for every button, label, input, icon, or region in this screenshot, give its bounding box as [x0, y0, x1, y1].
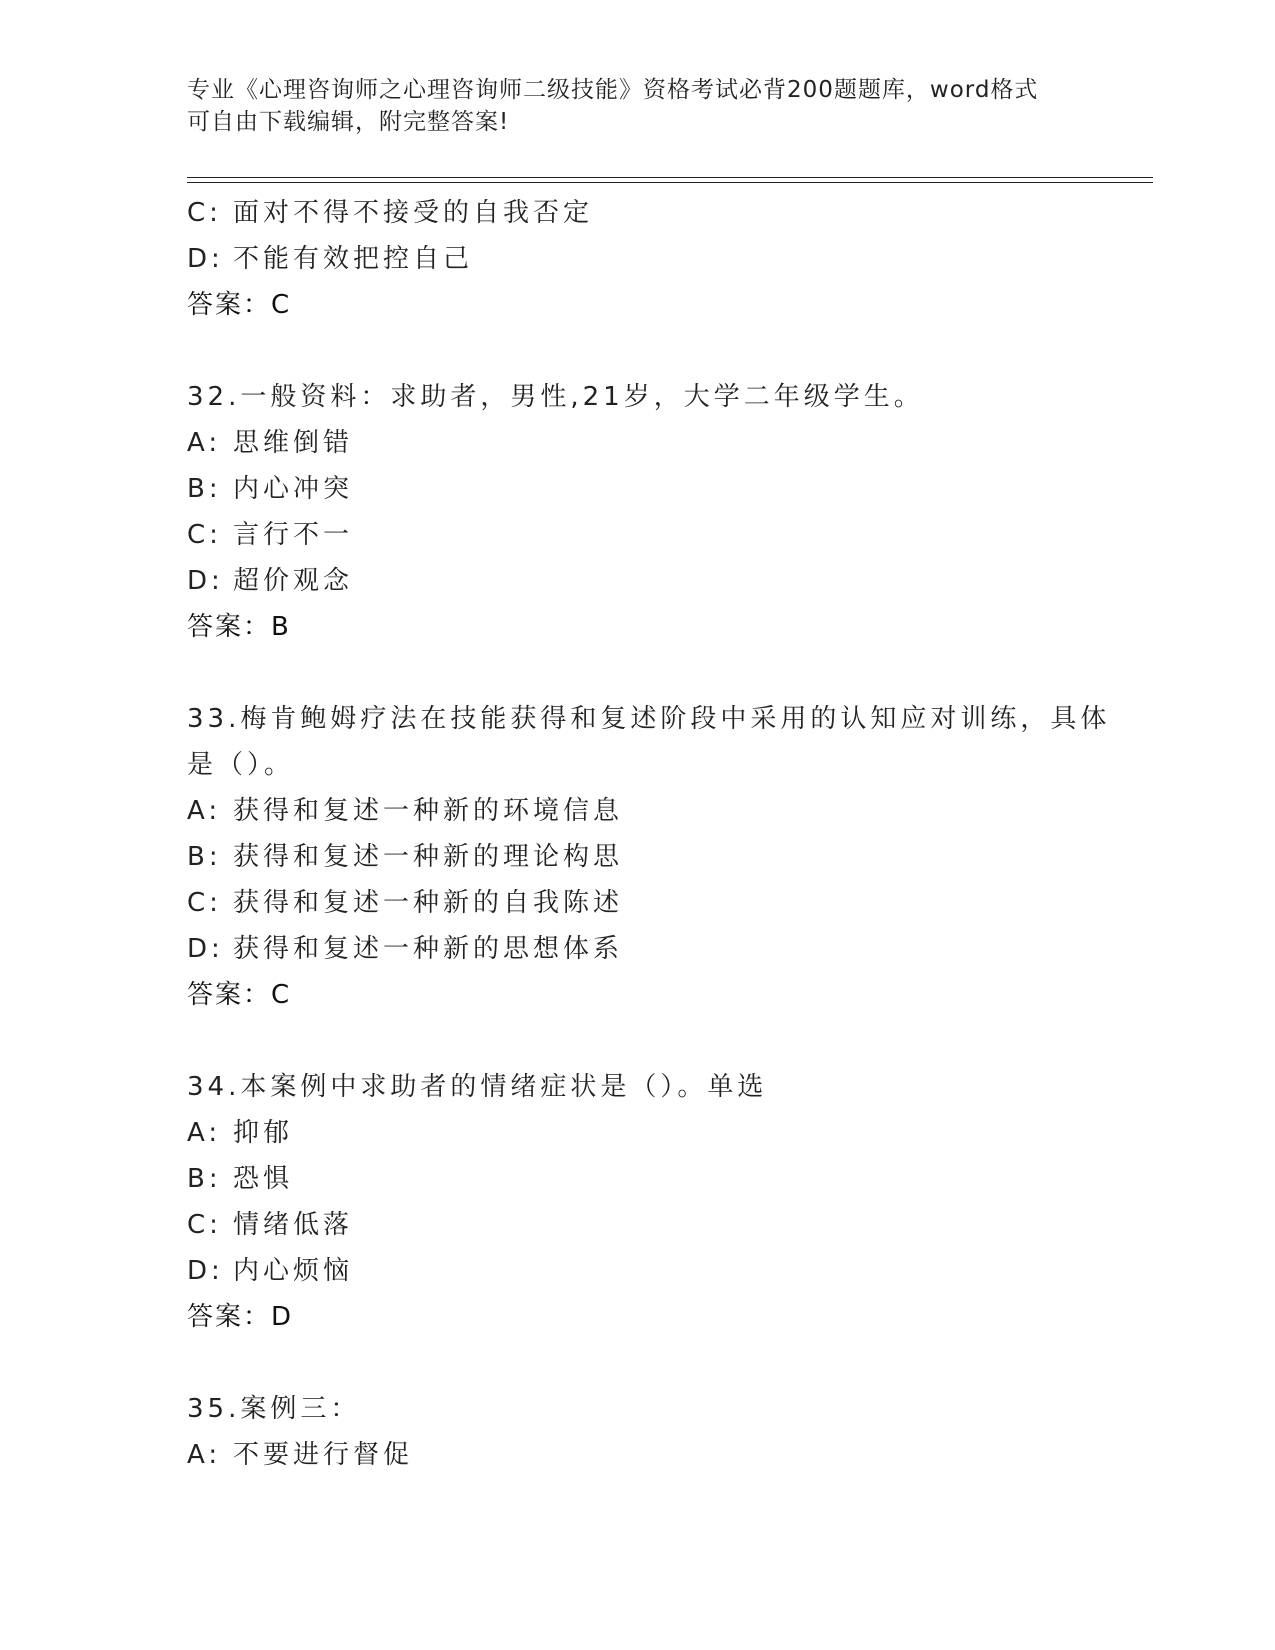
answer-line: 答案：D [187, 1302, 294, 1332]
option-c [187, 190, 1087, 236]
header-line-2: 可自由下载编辑，附完整答案! [187, 109, 510, 135]
option-text: 恐惧 [233, 1164, 294, 1194]
option-d [187, 236, 1087, 282]
option-c [187, 1202, 1087, 1248]
option-prefix: C: [187, 198, 222, 228]
option-text: 内心冲突 [233, 474, 354, 504]
option-prefix: D: [187, 1256, 224, 1286]
option-c [187, 880, 1087, 926]
option-a [187, 1432, 1087, 1478]
option-prefix: D: [187, 566, 224, 596]
option-text: 抑郁 [233, 1118, 294, 1148]
answer-line: 答案：C [187, 290, 292, 320]
question-stem: 35.案例三： [187, 1394, 361, 1424]
option-prefix: B: [187, 1164, 222, 1194]
header-line-1: 专业《心理咨询师之心理咨询师二级技能》资格考试必背200题题库，word格式 [187, 77, 1039, 103]
header-divider-top [187, 177, 1153, 178]
answer-line: 答案：B [187, 612, 291, 642]
document-header [187, 74, 1087, 138]
option-b [187, 1156, 1087, 1202]
option-b [187, 834, 1087, 880]
option-a [187, 1110, 1087, 1156]
option-prefix: D: [187, 244, 224, 274]
option-prefix: C: [187, 520, 222, 550]
option-d [187, 558, 1087, 604]
option-prefix: A: [187, 1440, 222, 1470]
option-text: 获得和复述一种新的思想体系 [233, 934, 624, 964]
option-a [187, 788, 1087, 834]
question-stem: 32.一般资料：求助者，男性,21岁，大学二年级学生。 [187, 382, 924, 412]
option-text: 获得和复述一种新的环境信息 [233, 796, 624, 826]
question-stem: 34.本案例中求助者的情绪症状是（）。单选 [187, 1072, 768, 1102]
option-text: 面对不得不接受的自我否定 [233, 198, 594, 228]
option-prefix: A: [187, 1118, 222, 1148]
option-prefix: A: [187, 428, 222, 458]
option-a [187, 420, 1087, 466]
option-b [187, 466, 1087, 512]
option-text: 内心烦恼 [233, 1256, 354, 1286]
option-c [187, 512, 1087, 558]
option-prefix: D: [187, 934, 224, 964]
answer-line: 答案：C [187, 980, 292, 1010]
option-d [187, 1248, 1087, 1294]
header-divider-bottom [187, 182, 1153, 183]
option-prefix: A: [187, 796, 222, 826]
option-d [187, 926, 1087, 972]
option-text: 获得和复述一种新的理论构思 [233, 842, 624, 872]
question-stem: 33.梅肯鲍姆疗法在技能获得和复述阶段中采用的认知应对训练，具体 [187, 704, 1111, 734]
option-text: 超价观念 [233, 566, 354, 596]
option-prefix: B: [187, 474, 222, 504]
option-text: 言行不一 [233, 520, 354, 550]
option-text: 不能有效把控自己 [233, 244, 474, 274]
option-prefix: C: [187, 1210, 222, 1240]
option-text: 不要进行督促 [233, 1440, 414, 1470]
option-text: 获得和复述一种新的自我陈述 [233, 888, 624, 918]
question-list [187, 190, 1111, 1478]
option-text: 情绪低落 [233, 1210, 354, 1240]
option-text: 思维倒错 [233, 428, 354, 458]
question-stem-continued: 是（）。 [187, 750, 295, 780]
option-prefix: C: [187, 888, 222, 918]
option-prefix: B: [187, 842, 222, 872]
